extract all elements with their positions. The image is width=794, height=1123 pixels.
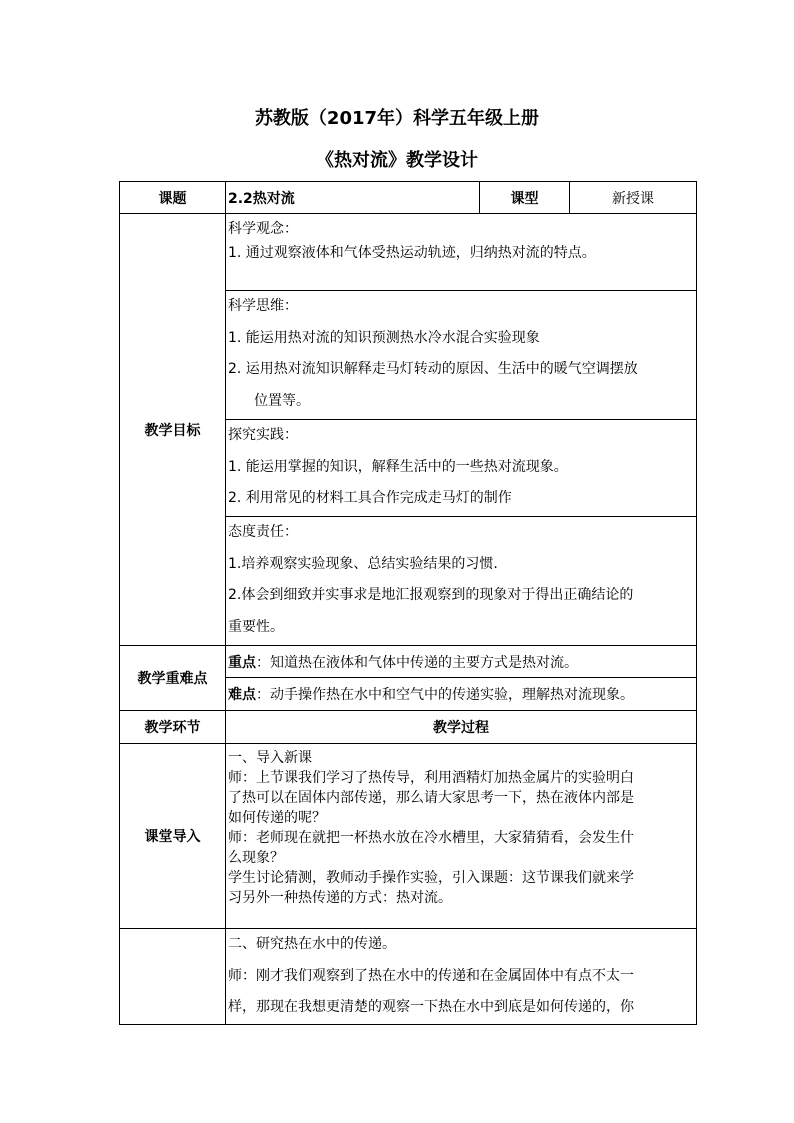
concept-item-1: 1. 通过观察液体和气体受热运动轨迹，归纳热对流的特点。 <box>228 245 596 261</box>
topic-value: 2.2热对流 <box>226 182 480 214</box>
intro-line-3: 了热可以在固体内部传递，那么请大家思考一下，热在液体内部是 <box>228 790 634 806</box>
practice-cell <box>226 420 697 517</box>
stage-header: 教学环节 <box>120 711 226 744</box>
intro-cell <box>226 744 697 929</box>
type-value: 新授课 <box>570 182 697 214</box>
thinking-title: 科学思维： <box>228 298 298 314</box>
keypoint-row <box>120 646 697 678</box>
section2-row <box>120 929 697 1025</box>
section2-stage-cell <box>120 929 226 1025</box>
section2-cell <box>226 929 697 1025</box>
key-point-cell <box>226 646 697 678</box>
document-subtitle: 《热对流》教学设计 <box>316 150 478 171</box>
intro-line-4: 如何传递的呢？ <box>228 810 326 826</box>
concept-cell <box>226 214 697 291</box>
thinking-item-2-cont: 位置等。 <box>254 392 310 409</box>
attitude-item-1: 1.培养观察实验现象、总结实验结果的习惯. <box>228 555 498 572</box>
thinking-item-2: 2. 运用热对流知识解释走马灯转动的原因、生活中的暖气空调摆放 <box>228 361 638 377</box>
section2-line-2: 师：刚才我们观察到了热在水中的传递和在金属固体中有点不太一 <box>228 967 634 984</box>
intro-line-5: 师：老师现在就把一杯热水放在冷水槽里，大家猜猜看，会发生什 <box>228 830 634 846</box>
thinking-item-1: 1. 能运用热对流的知识预测热水冷水混合实验现象 <box>228 329 540 346</box>
document-title: 苏教版（2017年）科学五年级上册 <box>254 108 540 129</box>
intro-row <box>120 744 697 929</box>
intro-label: 课堂导入 <box>120 744 226 929</box>
objectives-label: 教学目标 <box>120 214 226 646</box>
intro-line-7: 学生讨论猜测，教师动手操作实验，引入课题：这节课我们就来学 <box>228 870 634 886</box>
attitude-item-2: 2.体会到细致并实事求是地汇报观察到的现象对于得出正确结论的 <box>228 587 634 603</box>
intro-line-1: 一、导入新课 <box>228 750 312 766</box>
practice-item-1: 1. 能运用掌握的知识，解释生活中的一些热对流现象。 <box>228 458 568 475</box>
intro-line-8: 习另外一种热传递的方式：热对流。 <box>228 890 452 906</box>
difficulty-cell <box>226 678 697 711</box>
difficulty-label: 难点 <box>228 687 256 703</box>
attitude-title: 态度责任： <box>228 524 298 540</box>
topic-label: 课题 <box>120 182 226 214</box>
section2-line-3: 样，那现在我想更清楚的观察一下热在水中到底是如何传递的，你 <box>228 999 634 1015</box>
lesson-plan-table <box>119 181 697 1025</box>
difficulty-text: ：动手操作热在水中和空气中的传递实验，理解热对流现象。 <box>256 687 634 703</box>
key-point-text: ：知道热在液体和气体中传递的主要方式是热对流。 <box>256 654 578 671</box>
key-point-label: 重点 <box>228 654 256 671</box>
keypoints-label: 教学重难点 <box>120 646 226 711</box>
attitude-cell <box>226 517 697 646</box>
type-label: 课型 <box>480 182 570 214</box>
thinking-cell <box>226 291 697 420</box>
intro-line-6: 么现象？ <box>228 850 284 866</box>
topic-row <box>120 182 697 214</box>
process-header-row <box>120 711 697 744</box>
intro-line-2: 师：上节课我们学习了热传导，利用酒精灯加热金属片的实验明白 <box>228 770 634 786</box>
section2-line-1: 二、研究热在水中的传递。 <box>228 936 396 952</box>
objective-concept-row <box>120 214 697 291</box>
attitude-item-2-cont: 重要性。 <box>228 618 284 635</box>
process-header: 教学过程 <box>226 711 697 744</box>
concept-title: 科学观念： <box>228 221 298 237</box>
practice-item-2: 2. 利用常见的材料工具合作完成走马灯的制作 <box>228 490 512 506</box>
practice-title: 探究实践： <box>228 427 298 443</box>
